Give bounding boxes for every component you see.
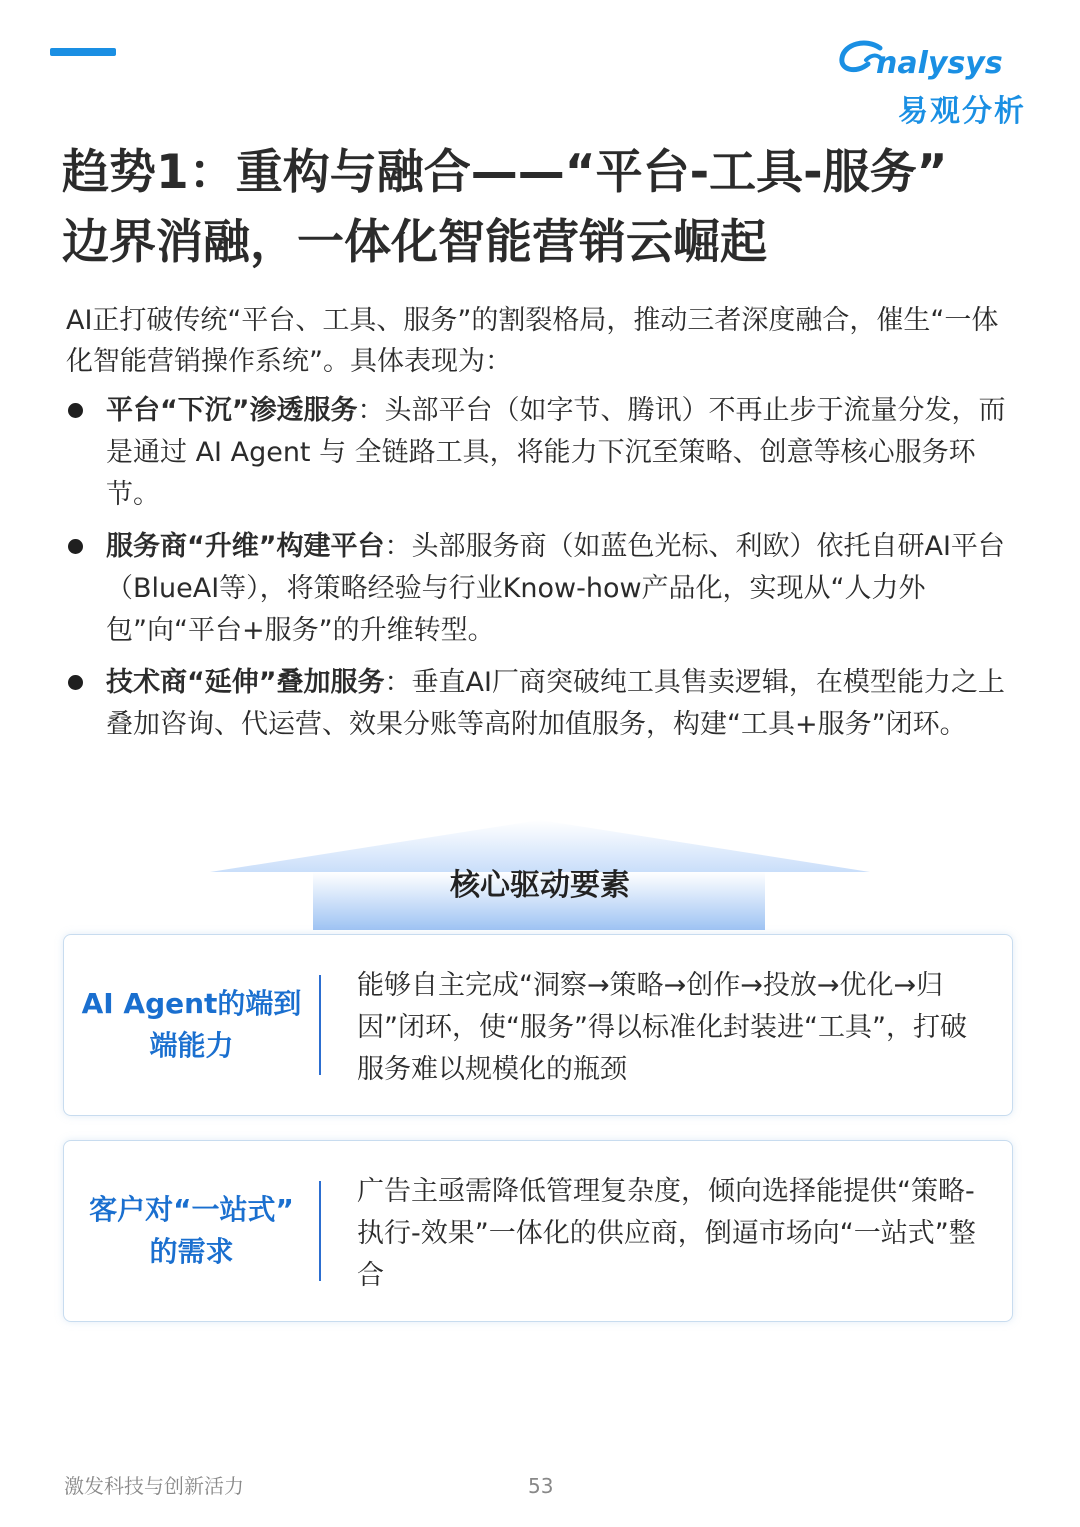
driver-card-label [64,1141,319,1321]
bullet-item [66,662,1016,746]
bullet-text: ：垂直AI厂商突破纯工具售卖逻辑，在模型能力之上叠加咨询、代运营、效果分账等高附加值服务，构建“工具+服务”闭环。 [106,667,1005,740]
bullet-item [66,390,1016,516]
bullet-dot-icon [68,675,83,690]
bullet-item [66,526,1016,652]
banner-label: 核心驱动要素 [450,868,630,903]
title-line-1: 趋势1：重构与融合——“平台-工具-服务” [62,145,948,200]
logo-wordmark: nalysys [876,46,1003,81]
driver-card [63,934,1013,1116]
bullet-lead: 平台“下沉”渗透服务 [106,395,358,426]
driver-label-line: 端能力 [149,1029,234,1062]
page-title [62,138,1032,278]
driver-card-label [64,935,319,1115]
card-divider [319,1181,321,1281]
title-line-2: 边界消融，一体化智能营销云崛起 [62,215,767,270]
accent-bar [50,48,116,56]
driver-card [63,1140,1013,1322]
driver-label-line: AI Agent的端到 [81,987,302,1020]
logo-chinese: 易观分析 [898,94,1026,129]
bullet-dot-icon [68,403,83,418]
core-drivers-banner [210,820,870,930]
intro-paragraph: AI正打破传统“平台、工具、服务”的割裂格局，推动三者深度融合，催生“一体化智能营销操作系统”。具体表现为： [66,305,999,377]
bullet-list [66,390,1016,756]
page-number: 53 [528,1474,554,1498]
driver-card-text: 广告主亟需降低管理复杂度，倾向选择能提供“策略-执行-效果”一体化的供应商，倒逼市场向“一站式”整合 [357,1176,976,1291]
bullet-text: ：头部平台（如字节、腾讯）不再止步于流量分发，而是通过 AI Agent 与 全链路工具，将能力下沉至策略、创意等核心服务环节。 [106,395,1006,510]
driver-card-text: 能够自主完成“洞察→策略→创作→投放→优化→归因”闭环，使“服务”得以标准化封装进“工具”，打破服务难以规模化的瓶颈 [357,970,967,1085]
driver-label-line: 客户对“一站式” [89,1193,294,1226]
bullet-text: ：头部服务商（如蓝色光标、利欧）依托自研AI平台（BlueAI等），将策略经验与行业Know-how产品化，实现从“人力外包”向“平台+服务”的升维转型。 [106,531,1005,646]
driver-label-line: 的需求 [149,1235,234,1268]
bullet-lead: 服务商“升维”构建平台 [106,531,385,562]
bullet-lead: 技术商“延伸”叠加服务 [106,667,385,698]
bullet-dot-icon [68,539,83,554]
analysys-logo [836,34,1026,129]
card-divider [319,975,321,1075]
footer-slogan: 激发科技与创新活力 [64,1474,244,1498]
